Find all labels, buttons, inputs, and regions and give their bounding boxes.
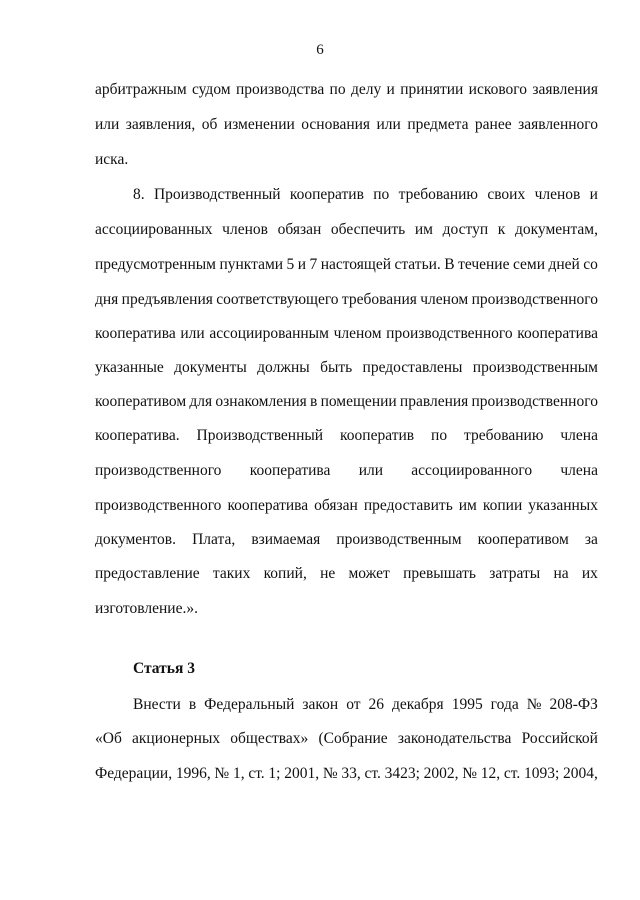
word: судом: [191, 81, 231, 98]
word: предмета: [407, 116, 469, 133]
word: декабря: [391, 696, 444, 713]
word: документам,: [514, 221, 598, 238]
word: ст.: [248, 765, 265, 782]
word: может: [348, 565, 390, 582]
word: ранее: [474, 116, 512, 133]
word: делу: [350, 81, 382, 98]
word: обществах»: [230, 730, 309, 747]
word: документов.: [95, 531, 176, 548]
word: своих: [487, 186, 526, 203]
word: 26: [368, 696, 384, 713]
word: 1093;: [523, 765, 560, 782]
word: Российской: [521, 730, 598, 747]
word: обеспечить: [330, 221, 406, 238]
word: и: [589, 186, 598, 203]
word: или: [95, 116, 120, 133]
word: №: [214, 765, 230, 782]
page-number: 6: [316, 42, 324, 58]
word: 2002,: [423, 765, 459, 782]
word: 33,: [341, 765, 361, 782]
word: законодательства: [397, 730, 512, 747]
word: требованию: [398, 186, 479, 203]
word: производственного: [386, 325, 513, 342]
word: кооператива: [227, 497, 309, 514]
word: предусмотренным: [95, 256, 216, 273]
word: в: [188, 696, 197, 713]
word: от: [346, 696, 361, 713]
word: или: [180, 325, 205, 342]
text-line: [95, 392, 598, 412]
word: ассоциированным: [209, 325, 329, 342]
text-line: [95, 461, 598, 481]
word: членов: [534, 186, 581, 203]
word: течение: [458, 256, 510, 273]
word: кооператива: [95, 325, 176, 342]
word: соответствующего: [216, 291, 339, 308]
word: семи: [512, 256, 545, 273]
word: членов: [222, 221, 268, 238]
paragraph-start-line: [133, 695, 598, 715]
word: кооператив: [340, 427, 415, 444]
word: за: [584, 531, 598, 548]
word: в: [310, 393, 318, 410]
word: ознакомления: [215, 393, 307, 410]
word: ассоциированного: [411, 462, 533, 479]
word: правления: [399, 393, 469, 410]
word: членом: [333, 325, 382, 342]
text-line: [95, 764, 598, 784]
word: документы: [174, 359, 247, 376]
word: «Об: [95, 730, 122, 747]
word: Производственный: [153, 186, 281, 203]
text-line: [95, 496, 598, 516]
word: к: [497, 221, 506, 238]
word: ассоциированных: [95, 221, 213, 238]
word: указанные: [95, 359, 164, 376]
word: Внести: [133, 696, 181, 713]
word: быть: [320, 359, 353, 376]
word: пунктами: [219, 256, 284, 273]
word: ст.: [364, 765, 381, 782]
word: №: [526, 696, 542, 713]
word: 8.: [133, 186, 145, 203]
word: обязан: [277, 221, 322, 238]
text-line: [95, 530, 598, 550]
word: 208-ФЗ: [549, 696, 598, 713]
word: искового: [468, 81, 528, 98]
word: обязан: [314, 497, 358, 514]
word: дней: [548, 256, 580, 273]
word: 1;: [268, 765, 281, 782]
word: для: [189, 393, 213, 410]
text-line: [95, 426, 598, 446]
word: 2001,: [284, 765, 320, 782]
word: кооперативом: [477, 531, 569, 548]
word: предоставление: [95, 565, 200, 582]
text-line: [95, 220, 598, 240]
word: указанных: [528, 497, 598, 514]
word: члена: [560, 462, 598, 479]
word: им: [414, 221, 433, 238]
word: должны: [257, 359, 310, 376]
word: 1996,: [175, 765, 211, 782]
word: превышать: [403, 565, 476, 582]
text-line: [95, 564, 598, 584]
text-line: [95, 729, 598, 749]
word: производственного: [95, 462, 222, 479]
word: 12,: [480, 765, 501, 782]
text-line: изготовление.».: [95, 600, 198, 617]
word: предоставить: [363, 497, 453, 514]
word: предоставлены: [362, 359, 463, 376]
word: затраты: [489, 565, 541, 582]
word: заявления,: [125, 116, 196, 133]
text-line: [95, 80, 598, 100]
word: принятии: [400, 81, 464, 98]
word: дня: [95, 291, 119, 308]
word: взимаемая: [251, 531, 321, 548]
word: заявления: [532, 81, 598, 98]
text-line: иска.: [95, 151, 129, 168]
word: не: [320, 565, 336, 582]
word: основания: [301, 116, 371, 133]
word: по: [373, 186, 390, 203]
word: Федерации,: [95, 765, 173, 782]
word: доступ: [442, 221, 489, 238]
word: арбитражным: [95, 81, 187, 98]
word: им: [458, 497, 477, 514]
word: В: [444, 256, 455, 273]
text-line: [95, 115, 598, 135]
word: Производственный: [196, 427, 324, 444]
word: кооператива: [517, 325, 598, 342]
word: №: [462, 765, 478, 782]
word: года: [490, 696, 519, 713]
word: ст.: [503, 765, 521, 782]
word: производства: [235, 81, 325, 98]
word: 1,: [232, 765, 245, 782]
word: настоящей: [320, 256, 392, 273]
text-line: [95, 324, 598, 344]
word: со: [583, 256, 598, 273]
word: производственного: [471, 291, 598, 308]
word: на: [553, 565, 569, 582]
word: помещении: [320, 393, 397, 410]
word: производственным: [336, 531, 462, 548]
word: 1995: [451, 696, 483, 713]
word: производственного: [471, 393, 598, 410]
word: и: [297, 256, 307, 273]
word: или: [358, 462, 384, 479]
word: требованию: [464, 427, 544, 444]
word: статьи.: [394, 256, 441, 273]
word: копий,: [263, 565, 307, 582]
word: 7: [309, 256, 318, 273]
word: производственного: [95, 497, 222, 514]
word: заявленного: [518, 116, 598, 133]
word: их: [581, 565, 598, 582]
word: или: [376, 116, 401, 133]
word: кооператива.: [95, 427, 180, 444]
word: (Собрание: [318, 730, 388, 747]
word: производственным: [472, 359, 598, 376]
text-line: [95, 290, 598, 310]
paragraph-start-line: [133, 185, 598, 205]
word: изменении: [223, 116, 295, 133]
word: 2004,: [563, 765, 598, 782]
word: закон: [302, 696, 339, 713]
word: кооператива: [249, 462, 331, 479]
word: требования: [341, 291, 417, 308]
text-line: [95, 255, 598, 275]
word: кооперативом: [95, 393, 187, 410]
article-heading: Статья 3: [133, 660, 195, 677]
word: членом: [420, 291, 469, 308]
word: и: [386, 81, 395, 98]
word: 5: [286, 256, 295, 273]
word: Плата,: [192, 531, 236, 548]
word: кооператив: [289, 186, 364, 203]
word: таких: [212, 565, 251, 582]
word: №: [322, 765, 338, 782]
word: акционерных: [132, 730, 221, 747]
word: по: [329, 81, 346, 98]
word: копии: [482, 497, 523, 514]
word: Федеральный: [204, 696, 295, 713]
word: члена: [560, 427, 598, 444]
word: предъявления: [121, 291, 213, 308]
word: 3423;: [384, 765, 420, 782]
text-line: [95, 358, 598, 378]
word: по: [431, 427, 448, 444]
word: об: [201, 116, 218, 133]
